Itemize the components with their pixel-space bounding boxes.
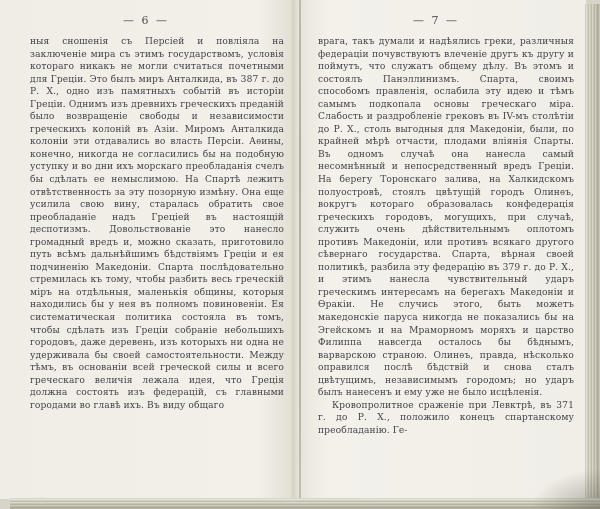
- page-number-left: — 6 —: [123, 14, 169, 27]
- paragraph: ныя сношенія съ Персіей и повліяла на заключеніе мира съ этимъ государствомъ, условія котораго никакъ не могли считаться почетными для Греціи. Это былъ миръ Анталкида, въ 387 г. до Р. Х., одно изъ памятныхъ событій въ исторіи Греціи. Однимъ изъ древнихъ греческихъ преданій было возвращеніе свободы и независимости греческихъ колоній въ Азіи. Миромъ Анталкида колоніи эти отдавались во власть Персіи. Аѳины, конечно, никогда не согласились бы на подобную уступку и во дни ихъ морскаго преобладанія счелъ бы сдѣлать ее немыслимою. На Спартѣ лежитъ отвѣтственность за эту позорную измѣну. Она еще усилила свою вину, старалась обратить свое преобладаніе надъ Греціей въ настоящій деспотизмъ. Довольствованіе это нанесло громадный вредъ и, можно сказать, приготовило путь всѣмъ дальнѣйшимъ бѣдствіямъ Греціи и ея подчиненію Македоніи. Спарта послѣдовательно стремилась къ тому, чтобы разбить весь греческій міръ на отдѣльныя, маленькія общины, которыя находились бы у нея въ полномъ повиновеніи. Ея систематическая политика состояла въ томъ, чтобы сдѣлать изъ Греціи собраніе небольшихъ городовъ, даже деревень, изъ которыхъ ни одна не удерживала бы своей самостоятельности. Между тѣмъ, въ основаніи всей греческой силы и всего греческаго величія лежала идея, что Греція должна состоять изъ федерацій, съ главными городами во главѣ ихъ. Въ виду общаго: [30, 37, 284, 411]
- paragraph: врага, такъ думали и надѣялись греки, различныя федераціи почувствуютъ влеченіе другъ къ другу и поймутъ, что служатъ общему дѣлу. Въ этомъ и состоялъ Панэллинизмъ. Спарта, своимъ способомъ правленія, ослабила эту идею и тѣмъ самымъ подкопала основы греческаго міра. Слабость и раздробленіе грековъ въ IV-мъ столѣтіи до Р. Х., столь выгодныя для Македоніи, были, по крайней мѣрѣ отчасти, плодами вліянія Спарты. Въ одномъ случаѣ она нанесла самый несомнѣнный и непосредственный вредъ Греціи. На берегу Торонскаго залива, на Халкидскомъ полуостровѣ, стоялъ цвѣтущій городъ Олинѳъ, вокругъ котораго образовалась конфедерація греческихъ городовъ, могущихъ, при случаѣ, служить очень дѣйствительнымъ оплотомъ противъ Македоніи, или противъ всякаго другого сѣвернаго государства. Спарта, вѣрная своей политикѣ, разбила эту федерацію въ 379 г. до Р. Х., и этимъ нанесла чувствительный ударъ греческимъ интересамъ на берегахъ Македоніи и Ѳракіи. Не случись этого, быть можетъ македонскіе паруса никогда не показались бы на Эгейскомъ и на Мраморномъ моряхъ и царство Филиппа навсегда осталось бы бѣднымъ, варварскою страною. Олинѳъ, правда, нѣсколько оправился послѣ бѣдствій и снова сталъ цвѣтущимъ, независимымъ городомъ; но ударъ былъ нанесенъ и ему уже не было исцѣленія.: [318, 37, 574, 399]
- page-text-left: [30, 36, 284, 412]
- page-text-right: [318, 36, 574, 438]
- page-stack-edge-bottom: [10, 498, 600, 509]
- page-left: [0, 0, 300, 499]
- page-right: [300, 0, 600, 499]
- page-number-right: — 7 —: [413, 14, 459, 27]
- paragraph: Кровопролитное сраженіе при Левктрѣ, въ 371 г. до Р. Х., положило конецъ спартанскому преобладанію. Ге-: [318, 400, 574, 436]
- corner-shadow: [530, 469, 600, 509]
- page-stack-edge-right: [585, 4, 600, 509]
